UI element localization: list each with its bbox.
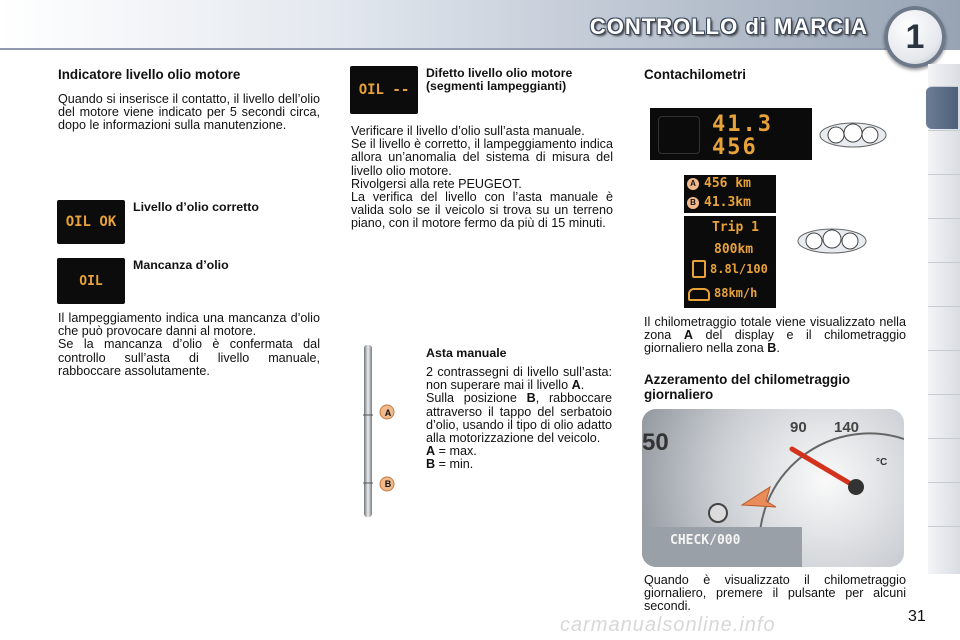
oil-low-para-1: Il lampeggiamento indica una mancanza d’olio che può provocare danni al motore. (58, 311, 320, 339)
car-icon (688, 288, 710, 301)
instrument-cluster-icon-2 (796, 226, 868, 256)
odometer-explanation (644, 316, 906, 356)
chapter-tab[interactable] (928, 394, 960, 437)
chapter-tab[interactable] (928, 350, 960, 393)
chapter-tab-active[interactable] (926, 86, 958, 129)
speedometer-photo (642, 409, 904, 567)
oil-low-display: OIL (57, 258, 125, 304)
oil-ok-display: OIL OK (57, 200, 125, 244)
oil-fault-display: OIL -- (350, 66, 418, 114)
trip-computer-display (684, 216, 776, 308)
chapter-number: 1 (905, 17, 925, 56)
section-heading-oil-indicator: Indicatore livello olio motore (58, 67, 241, 82)
arrow-icon (742, 487, 776, 507)
zone-b-marker: B (687, 197, 699, 209)
reset-instructions: Quando è visualizzato il chilometraggio giornaliero, premere il pulsante per alcuni secondi. (644, 573, 906, 614)
display-icons (658, 116, 700, 154)
display-1-bottom-value: 456 (712, 135, 758, 160)
dipstick-text-1: 2 contrassegni di livello sull’asta: non superare mai il livello (426, 365, 612, 393)
reset-heading: Azzeramento del chilometraggio giornaliero (644, 372, 851, 402)
chapter-tab[interactable] (928, 218, 960, 261)
legend-a-value: = max. (438, 444, 477, 459)
gauge-label-140: 140 (834, 419, 860, 436)
odometer-zone-b: B (767, 341, 777, 356)
chapter-tab[interactable] (928, 174, 960, 217)
oil-low-explanation (58, 312, 320, 378)
zone-b-value: 41.3km (704, 195, 751, 210)
chapter-badge (884, 6, 946, 68)
dipstick-heading: Asta manuale (426, 346, 507, 360)
odometer-display-2 (684, 175, 776, 213)
oil-ok-label: Livello d’olio corretto (133, 200, 259, 214)
check-button-label: CHECK/000 (670, 533, 741, 548)
fuel-pump-icon (692, 260, 706, 278)
instrument-cluster-icon (818, 120, 888, 150)
odometer-text-1: Il chilometraggio totale viene visualizzato nella zona (644, 315, 906, 343)
dipstick-text-3: , rabboccare attraverso il tappo del serbatoio d’olio, usando il tipo di olio adatto alla motorizzazione del veicolo. (426, 391, 612, 446)
chapter-tab[interactable] (928, 262, 960, 305)
dipstick-text: 2 contrassegni di livello sull’asta: non superare mai il livello A. Sulla posizione B, rabboccare attraverso il tappo del serbatoio d’olio, usando il tipo di olio adatto alla motorizzazione del veicolo. A = max. B = min. (426, 365, 612, 472)
temperature-unit: °C (876, 457, 888, 468)
oil-indicator-intro: Quando si inserisce il contatto, il livello dell’olio del motore viene indicato per 5 secondi circa, dopo le informazioni sulla manutenzione. (58, 92, 320, 133)
fault-line-4: La verifica del livello con l’asta manuale è valida solo se il veicolo si trova su un terreno piano, con il motore fermo da più di 15 minuti. (351, 190, 613, 231)
dipstick-illustration (355, 345, 395, 520)
reset-button[interactable] (709, 504, 727, 522)
chapter-tab[interactable] (928, 526, 960, 569)
oil-low-para-2: Se la mancanza d’olio è confermata dal controllo sull’asta di livello manuale, rabboccare assolutamente. (58, 337, 320, 378)
odometer-text-end: . (776, 341, 780, 356)
legend-b-value: = min. (438, 457, 474, 472)
chapter-tab[interactable] (928, 130, 960, 173)
dipstick-rod (364, 345, 372, 517)
trip-speed: 88km/h (714, 286, 758, 300)
fault-line-1: Verificare il livello d’olio sull’asta manuale. (351, 124, 585, 138)
watermark: carmanualsonline.info (560, 614, 776, 636)
odometer-zone-a: A (683, 328, 693, 343)
gauge-label-90: 90 (790, 419, 807, 436)
dipstick-text-2: Sulla posizione (426, 391, 517, 406)
trip-label: Trip 1 (712, 220, 759, 235)
chapter-tab[interactable] (928, 438, 960, 481)
dipstick-ref-a: A (571, 378, 581, 393)
odometer-heading: Contachilometri (644, 67, 746, 82)
dipstick-label-a: A (384, 408, 392, 418)
gauge-label-50: 50 (642, 429, 669, 456)
odometer-display-1 (650, 108, 812, 160)
page-title: CONTROLLO di MARCIA (589, 14, 868, 39)
page-number: 31 (908, 608, 926, 625)
odometer-text-2: del display e il chilometraggio giornaliero nella zona (644, 328, 907, 356)
zone-a-value: 456 km (704, 176, 751, 191)
trip-distance: 800km (714, 242, 754, 257)
dipstick-ref-b: B (526, 391, 536, 406)
chapter-tab[interactable] (928, 482, 960, 525)
trip-fuel: 8.8l/100 (710, 262, 768, 276)
oil-fault-heading: Difetto livello olio motore (segmenti lampeggianti) (426, 66, 573, 94)
gauge-needle (792, 449, 856, 487)
legend-a: A (426, 444, 436, 459)
zone-a-marker: A (687, 178, 699, 190)
fault-line-3: Rivolgersi alla rete PEUGEOT. (351, 176, 522, 191)
dipstick-label-b: B (384, 479, 392, 489)
chapter-tabs (928, 64, 960, 574)
oil-fault-instructions (351, 125, 613, 231)
chapter-tab[interactable] (928, 306, 960, 349)
oil-low-label: Mancanza d’olio (133, 258, 229, 272)
display-1-top-value: 41.3 (712, 112, 773, 137)
legend-b: B (426, 457, 436, 472)
header-divider (0, 48, 900, 50)
fault-line-2: Se il livello è corretto, il lampeggiamento indica allora un’anomalia del sistema di misura del livello olio motore. (351, 137, 613, 178)
